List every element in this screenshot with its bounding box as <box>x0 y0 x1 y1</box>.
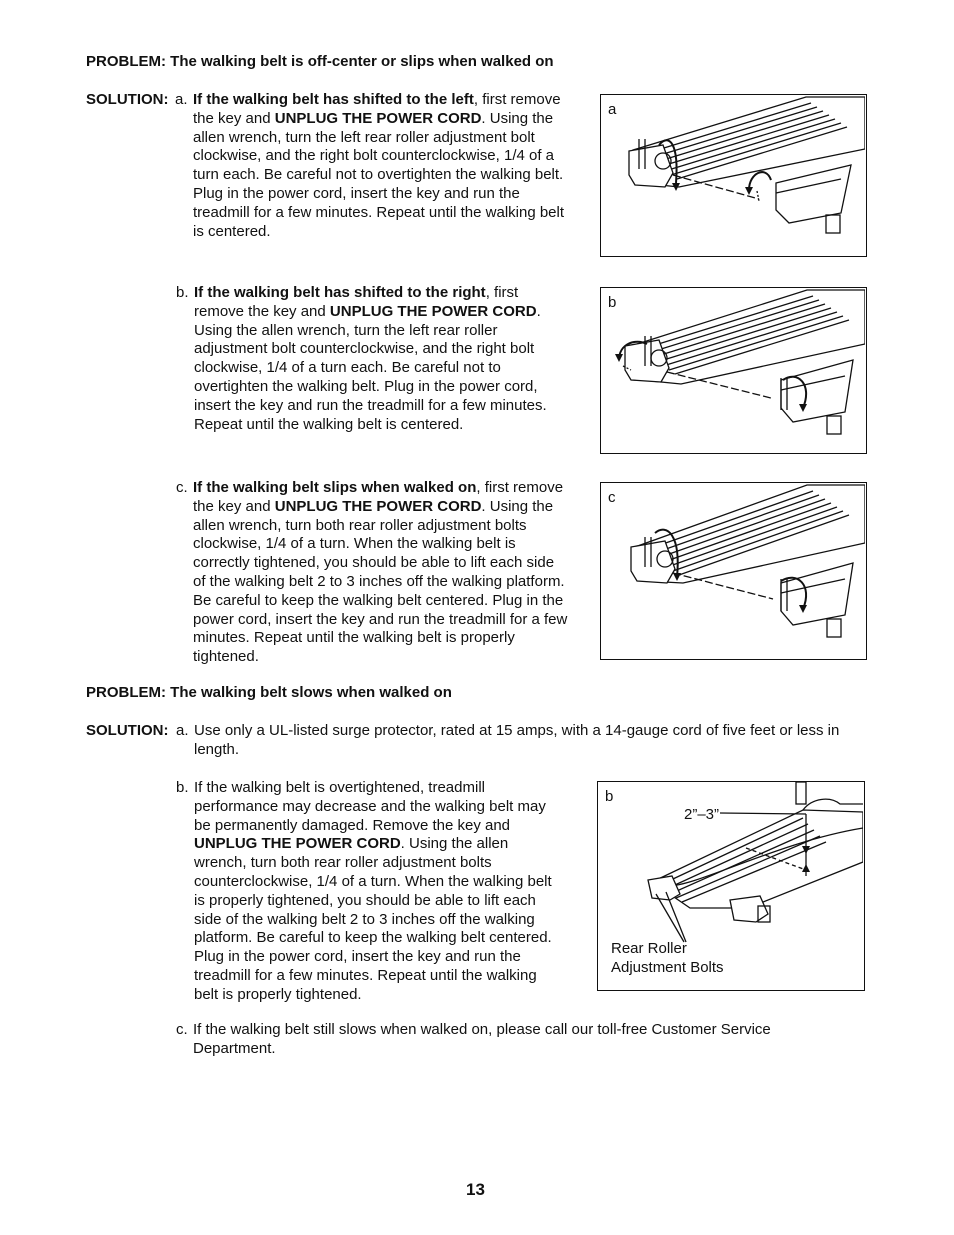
solution-2b-part2: . Using the allen wrench, turn both rear roller adjustment bolts counterclockwise, 1/4 of a turn. When the walking belt is properly tightened, you should be able to lift each side of the walking belt 2 to 3 inches off the walking platform. Be careful to keep the walking belt centered. Plug in the power cord, insert the key and run the treadmill for a few minutes. Repeat until the walking belt is properly tightened. <box>194 835 552 1003</box>
item-letter-1c: c. <box>176 479 188 496</box>
solution-1a-unplug: UNPLUG THE POWER CORD <box>274 109 482 127</box>
measure-label: 2”–3” <box>684 806 720 823</box>
solution-1c-unplug: UNPLUG THE POWER CORD <box>274 497 482 515</box>
figure-b-label: b <box>608 294 617 311</box>
solution-1c-bold: If the walking belt slips when walked on <box>193 479 477 496</box>
treadmill-rear-illustration-b <box>601 288 865 452</box>
solution-1b-text <box>194 284 566 434</box>
figure-b-belt-shifted-right <box>600 287 867 454</box>
treadmill-rear-illustration-a <box>601 95 865 255</box>
figure-c-belt-slips <box>600 482 867 660</box>
solution-1c-part2: . Using the allen wrench, turn both rear roller adjustment bolts clockwise, 1/4 of a turn. When the walking belt is correctly tightened, you should be able to lift each side of the walking belt 2 to 3 inches off the walking platform. Be careful to keep the walking belt centered. Plug in the power cord, insert the key and run the treadmill for a few minutes. Repeat until the walking belt is properly tightened. <box>193 497 568 666</box>
solution-1b-part2: . Using the allen wrench, turn the left rear roller adjustment bolt counterclockwise, and the right bolt clockwise, 1/4 of a turn each. Be careful not to overtighten the walking belt. Plug in the power cord, insert the key and run the treadmill for a few minutes. Repeat until the walking belt is centered. <box>194 302 547 433</box>
callout-adjustment-bolts: Adjustment Bolts <box>611 959 724 976</box>
solution-1b-part1: , first remove the key and <box>194 284 519 320</box>
item-letter-1a: a. <box>175 91 188 108</box>
figure-c-label: c <box>608 489 616 506</box>
solution-1b-unplug: UNPLUG THE POWER CORD <box>329 302 537 320</box>
figure-b-belt-tension <box>597 781 865 991</box>
figure-d-label: b <box>605 788 614 805</box>
item-letter-2b: b. <box>176 779 189 796</box>
item-letter-2c: c. <box>176 1021 188 1038</box>
solution-1b-bold: If the walking belt has shifted to the right <box>194 284 486 301</box>
item-letter-1b: b. <box>176 284 189 301</box>
treadmill-rear-illustration-c <box>601 483 865 658</box>
solution-2a-text: Use only a UL-listed surge protector, rated at 15 amps, with a 14-gauge cord of five feet or less in length. <box>194 722 840 758</box>
solution-label-1: SOLUTION: <box>86 91 169 108</box>
solution-1a-text <box>193 91 568 241</box>
solution-1c-text <box>193 479 569 667</box>
problem-heading-slows: PROBLEM: The walking belt slows when walked on <box>86 684 452 701</box>
solution-1a-bold: If the walking belt has shifted to the left <box>193 91 474 108</box>
solution-2b-unplug: UNPLUG THE POWER CORD <box>194 835 401 853</box>
solution-2c-text: If the walking belt still slows when walked on, please call our toll-free Customer Service Department. <box>193 1021 771 1057</box>
solution-1a-part2: . Using the allen wrench, turn the left rear roller adjustment bolt clockwise, and the right bolt counterclockwise, 1/4 of a turn each. Be careful not to overtighten the walking belt. Plug in the power cord, insert the key and run the treadmill for a few minutes. Repeat until the walking belt is centered. <box>193 109 565 240</box>
solution-2b-part1: If the walking belt is overtightened, treadmill performance may decrease and the walking belt may be permanently damaged. Remove the key and <box>194 779 546 834</box>
figure-a-belt-shifted-left <box>600 94 867 257</box>
solution-1a-part1: , first remove the key and <box>193 91 561 127</box>
solution-label-2: SOLUTION: <box>86 722 169 739</box>
page-number: 13 <box>466 1180 485 1199</box>
problem-heading-off-center: PROBLEM: The walking belt is off-center or slips when walked on <box>86 53 554 70</box>
solution-2b-text <box>194 779 564 1005</box>
figure-a-label: a <box>608 101 617 118</box>
solution-1c-part1: , first remove the key and <box>193 479 564 515</box>
item-letter-2a: a. <box>176 722 189 739</box>
callout-rear-roller: Rear Roller <box>611 940 687 957</box>
